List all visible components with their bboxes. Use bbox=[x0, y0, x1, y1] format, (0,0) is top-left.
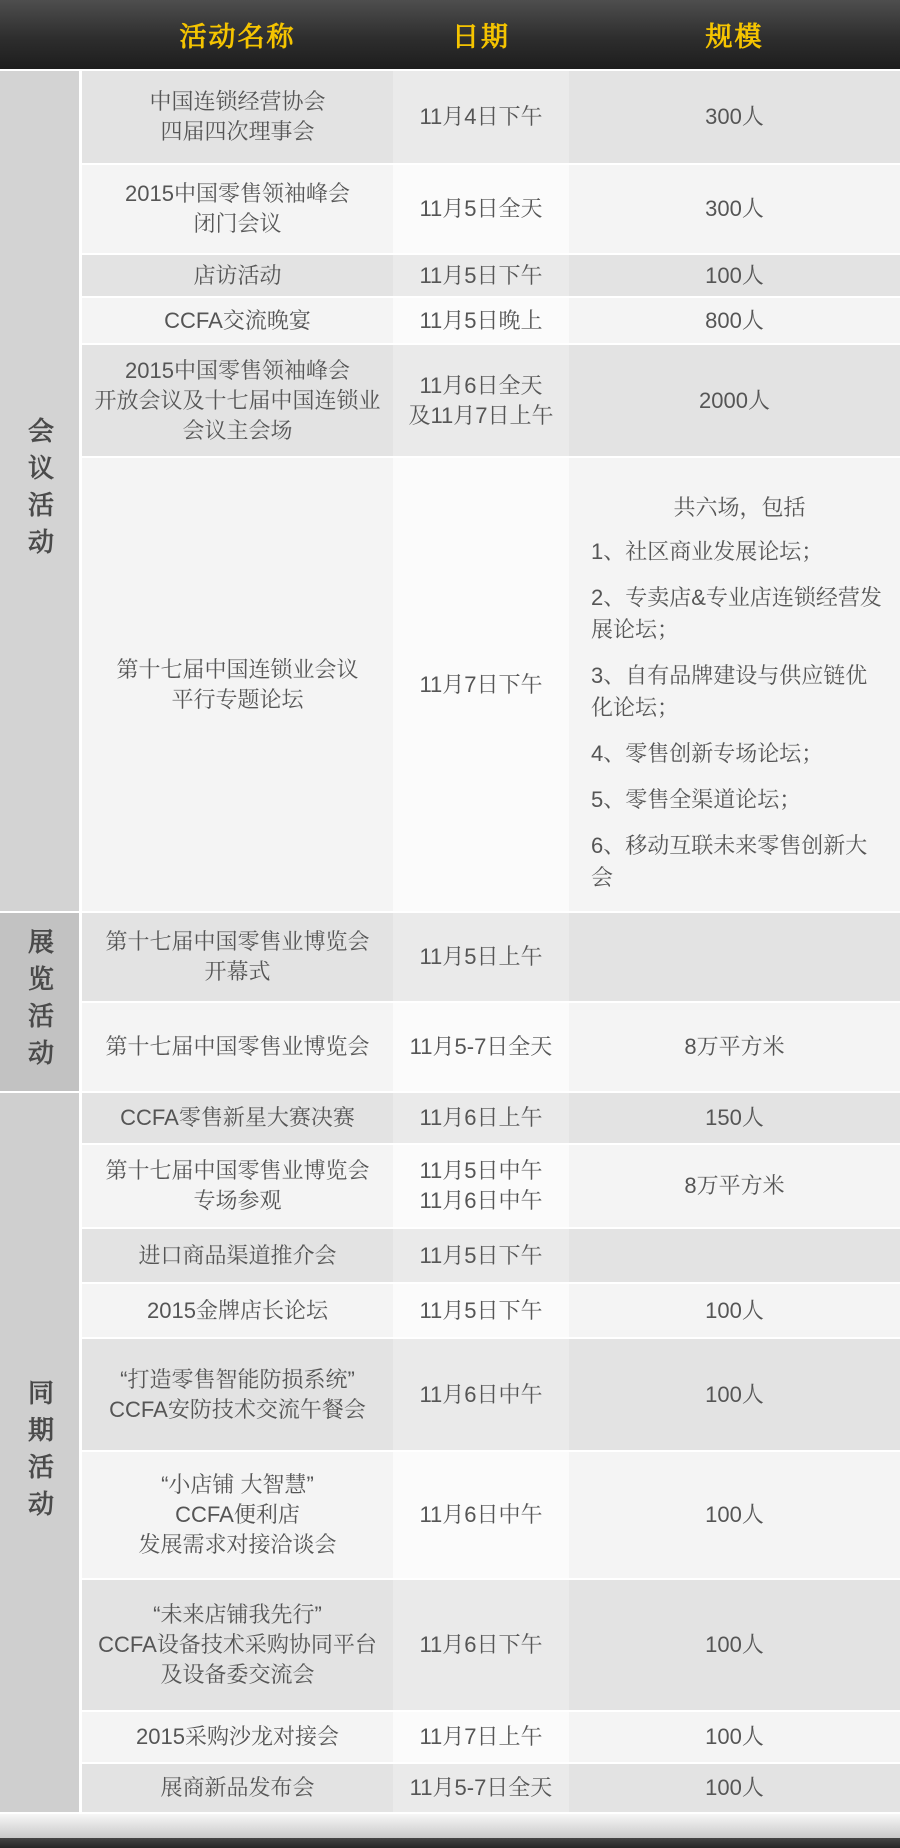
text-line: “打造零售智能防损系统” bbox=[120, 1366, 355, 1392]
activity-name-cell bbox=[82, 1229, 393, 1282]
text-line: 开放会议及十七届中国连锁业 bbox=[94, 387, 381, 413]
date-cell bbox=[393, 1712, 569, 1762]
date-cell bbox=[393, 913, 569, 1001]
table-row bbox=[82, 345, 900, 458]
table-body bbox=[0, 71, 900, 1814]
date-cell bbox=[393, 255, 569, 296]
activity-name-cell bbox=[82, 1093, 393, 1143]
text-line: 第十七届中国连锁业会议 bbox=[116, 656, 359, 682]
activity-name-cell bbox=[82, 913, 393, 1001]
activity-name-cell bbox=[82, 1712, 393, 1762]
text-line: 11月5-7日全天 bbox=[409, 1775, 553, 1800]
text-line: 发展需求对接洽谈会 bbox=[138, 1532, 337, 1557]
date-cell bbox=[393, 1580, 569, 1710]
section-concurrent bbox=[0, 1093, 900, 1814]
scale-value: 8万平方米 bbox=[684, 1034, 785, 1059]
text-line: 2015中国零售领袖峰会 bbox=[125, 357, 350, 383]
activity-name-cell bbox=[82, 165, 393, 253]
date-cell bbox=[393, 1452, 569, 1578]
scale-value: 150人 bbox=[705, 1105, 764, 1130]
forum-list-intro: 共六场，包括 bbox=[673, 495, 806, 520]
text-line: 2015金牌店长论坛 bbox=[147, 1297, 328, 1323]
text-line: 11月5日上午 bbox=[419, 944, 543, 969]
text-line: 及11月7日上午 bbox=[408, 402, 554, 428]
scale-cell bbox=[569, 1712, 900, 1762]
table-row bbox=[82, 1452, 900, 1580]
activity-name-cell bbox=[82, 458, 393, 911]
section-sidebar-exhibition bbox=[0, 913, 79, 1093]
section-label: 同期活动 bbox=[24, 1378, 55, 1527]
scale-value: 300人 bbox=[705, 196, 764, 221]
text-line: 中国连锁经营协会 bbox=[149, 89, 326, 114]
scale-cell bbox=[569, 345, 900, 456]
forum-list-item: 1、社区商业发展论坛； bbox=[591, 539, 824, 564]
scale-cell bbox=[569, 1284, 900, 1337]
footer-bar bbox=[0, 1838, 900, 1848]
forum-list-item: 2、专卖店&专业店连锁经营发展论坛； bbox=[591, 585, 882, 642]
date-cell bbox=[393, 1339, 569, 1450]
date-cell bbox=[393, 1284, 569, 1337]
section-label: 会议活动 bbox=[24, 417, 55, 565]
table-row bbox=[82, 1712, 900, 1764]
forum-list-item: 6、移动互联未来零售创新大会 bbox=[591, 833, 868, 890]
table-row bbox=[82, 1284, 900, 1339]
table-row bbox=[82, 165, 900, 255]
table-row bbox=[82, 1580, 900, 1712]
scale-value: 2000人 bbox=[699, 387, 770, 413]
text-line: 11月5日晚上 bbox=[419, 307, 543, 333]
forum-list-item: 3、自有品牌建设与供应链优化论坛； bbox=[591, 663, 868, 720]
text-line: 2015采购沙龙对接会 bbox=[136, 1724, 339, 1749]
scale-value: 100人 bbox=[705, 1632, 764, 1657]
scale-value: 100人 bbox=[705, 1502, 764, 1527]
text-line: 11月7日下午 bbox=[419, 671, 543, 697]
activity-name-cell bbox=[82, 1145, 393, 1227]
text-line: 11月5日下午 bbox=[419, 262, 543, 288]
scale-cell bbox=[569, 71, 900, 163]
scale-cell bbox=[569, 1229, 900, 1282]
text-line: 店访活动 bbox=[193, 262, 282, 288]
scale-cell bbox=[569, 1093, 900, 1143]
text-line: 11月6日中午 bbox=[419, 1502, 543, 1527]
scale-cell bbox=[569, 1339, 900, 1450]
activity-name-cell bbox=[82, 345, 393, 456]
column-header-scale: 规模 bbox=[705, 22, 764, 52]
table-row bbox=[82, 1229, 900, 1284]
text-line: 11月5日中午 bbox=[419, 1158, 543, 1183]
section-conference bbox=[0, 71, 900, 913]
date-cell bbox=[393, 345, 569, 456]
text-line: CCFA便利店 bbox=[175, 1502, 300, 1527]
scale-value: 100人 bbox=[705, 1381, 764, 1407]
activity-name-cell bbox=[82, 1003, 393, 1091]
activity-name-cell bbox=[82, 1452, 393, 1578]
activity-name-cell bbox=[82, 1284, 393, 1337]
footer-strip bbox=[0, 1814, 900, 1838]
text-line: 闭门会议 bbox=[193, 211, 282, 236]
scale-value: 100人 bbox=[705, 1724, 764, 1749]
scale-cell bbox=[569, 1452, 900, 1578]
text-line: 展商新品发布会 bbox=[160, 1775, 315, 1800]
text-line: 11月5日下午 bbox=[419, 1242, 543, 1268]
section-rows bbox=[82, 71, 900, 913]
text-line: CCFA零售新星大赛决赛 bbox=[120, 1105, 355, 1130]
text-line: 四届四次理事会 bbox=[160, 119, 315, 144]
scale-cell bbox=[569, 1580, 900, 1710]
scale-cell bbox=[569, 1003, 900, 1091]
scale-cell bbox=[569, 165, 900, 253]
scale-value: 800人 bbox=[705, 307, 764, 333]
text-line: 2015中国零售领袖峰会 bbox=[125, 181, 350, 206]
text-line: 11月7日上午 bbox=[419, 1724, 543, 1749]
activity-name-cell bbox=[82, 1339, 393, 1450]
section-label: 展览活动 bbox=[24, 928, 55, 1076]
date-cell bbox=[393, 298, 569, 343]
scale-cell bbox=[569, 1145, 900, 1227]
text-line: 第十七届中国零售业博览会 bbox=[105, 1158, 370, 1183]
table-row bbox=[82, 1339, 900, 1452]
table-header bbox=[0, 0, 900, 69]
section-sidebar-concurrent bbox=[0, 1093, 79, 1814]
activity-name-cell bbox=[82, 1580, 393, 1710]
table-row bbox=[82, 1764, 900, 1814]
column-header-date: 日期 bbox=[452, 22, 510, 52]
table-row bbox=[82, 1093, 900, 1145]
text-line: 第十七届中国零售业博览会 bbox=[105, 929, 370, 954]
table-row bbox=[82, 298, 900, 345]
column-header-activity-name: 活动名称 bbox=[179, 22, 296, 52]
text-line: 11月5日全天 bbox=[419, 196, 543, 221]
forum-list-item: 4、零售创新专场论坛； bbox=[591, 741, 824, 766]
scale-cell bbox=[569, 298, 900, 343]
text-line: 11月6日全天 bbox=[419, 372, 543, 398]
scale-value: 100人 bbox=[705, 1297, 764, 1323]
date-cell bbox=[393, 1093, 569, 1143]
text-line: 平行专题论坛 bbox=[171, 686, 304, 712]
date-cell bbox=[393, 458, 569, 911]
text-line: 11月5日下午 bbox=[419, 1297, 543, 1323]
activity-name-cell bbox=[82, 1764, 393, 1812]
scale-value: 300人 bbox=[705, 104, 764, 129]
table-row bbox=[82, 1003, 900, 1093]
text-line: 11月6日上午 bbox=[419, 1105, 543, 1130]
forum-list-item: 5、零售全渠道论坛； bbox=[591, 787, 802, 812]
date-cell bbox=[393, 1229, 569, 1282]
text-line: 会议主会场 bbox=[182, 417, 293, 443]
text-line: 11月6日中午 bbox=[419, 1188, 543, 1213]
text-line: 及设备委交流会 bbox=[160, 1662, 315, 1687]
section-rows bbox=[82, 1093, 900, 1814]
text-line: 11月6日中午 bbox=[419, 1381, 543, 1407]
section-rows bbox=[82, 913, 900, 1093]
table-row bbox=[82, 71, 900, 165]
text-line: 11月4日下午 bbox=[419, 104, 543, 129]
scale-cell bbox=[569, 913, 900, 1001]
text-line: 专场参观 bbox=[193, 1188, 282, 1213]
activity-name-cell bbox=[82, 298, 393, 343]
table-row bbox=[82, 1145, 900, 1229]
scale-value: 100人 bbox=[705, 1775, 764, 1800]
text-line: CCFA设备技术采购协同平台 bbox=[98, 1632, 377, 1657]
scale-cell bbox=[569, 1764, 900, 1812]
text-line: 11月5-7日全天 bbox=[409, 1034, 553, 1059]
activity-name-cell bbox=[82, 71, 393, 163]
text-line: 11月6日下午 bbox=[419, 1632, 543, 1657]
scale-cell bbox=[569, 255, 900, 296]
text-line: 第十七届中国零售业博览会 bbox=[105, 1034, 370, 1059]
date-cell bbox=[393, 165, 569, 253]
text-line: 开幕式 bbox=[204, 959, 271, 984]
text-line: 进口商品渠道推介会 bbox=[138, 1242, 337, 1268]
scale-cell bbox=[569, 458, 900, 911]
text-line: “小店铺 大智慧” bbox=[161, 1472, 314, 1497]
date-cell bbox=[393, 1003, 569, 1091]
date-cell bbox=[393, 71, 569, 163]
table-row bbox=[82, 458, 900, 913]
text-line: CCFA安防技术交流午餐会 bbox=[109, 1396, 366, 1422]
text-line: CCFA交流晚宴 bbox=[164, 307, 311, 333]
table-row bbox=[82, 913, 900, 1003]
date-cell bbox=[393, 1145, 569, 1227]
section-exhibition bbox=[0, 913, 900, 1093]
activity-name-cell bbox=[82, 255, 393, 296]
text-line: “未来店铺我先行” bbox=[153, 1602, 322, 1627]
scale-value: 100人 bbox=[705, 262, 764, 288]
scale-value: 8万平方米 bbox=[684, 1173, 785, 1198]
date-cell bbox=[393, 1764, 569, 1812]
section-sidebar-conference bbox=[0, 71, 79, 913]
table-row bbox=[82, 255, 900, 298]
